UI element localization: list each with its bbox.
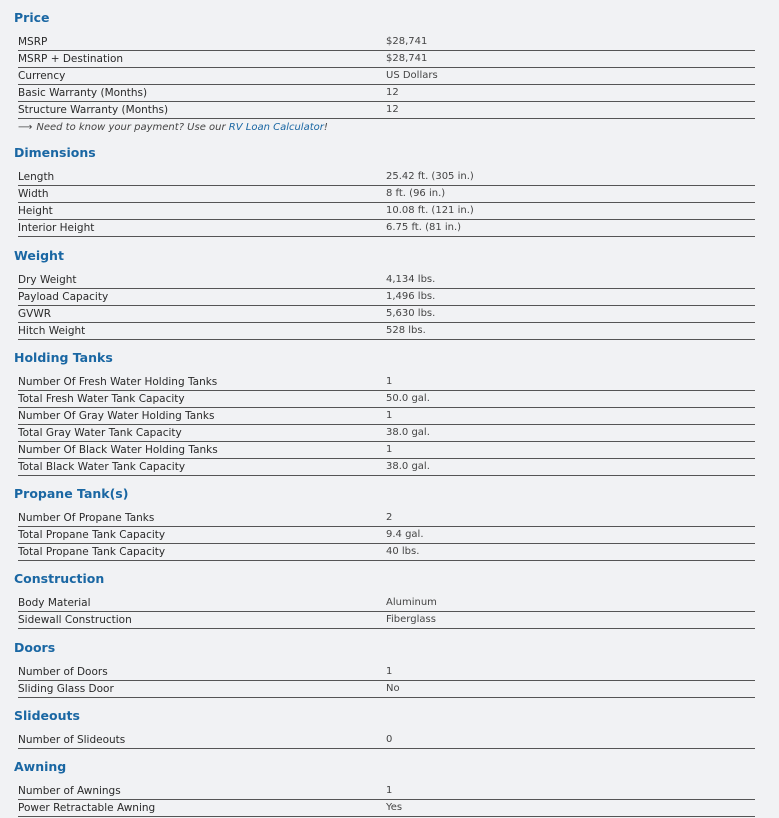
spec-value: 5,630 lbs. xyxy=(386,306,755,323)
spec-value: No xyxy=(386,681,755,698)
table-row xyxy=(18,527,755,544)
section-title: Slideouts xyxy=(14,708,80,723)
section-awning xyxy=(0,759,779,817)
section-title: Awning xyxy=(14,759,67,774)
spec-value: 8 ft. (96 in.) xyxy=(386,186,755,203)
spec-label: Hitch Weight xyxy=(18,323,386,340)
spec-value: US Dollars xyxy=(386,68,755,85)
spec-table xyxy=(18,272,755,340)
spec-table xyxy=(18,34,755,119)
section-title: Doors xyxy=(14,640,56,655)
spec-table xyxy=(18,595,755,629)
spec-label: Power Retractable Awning xyxy=(18,800,386,817)
spec-value: 1 xyxy=(386,374,755,391)
section-dimensions xyxy=(0,145,779,237)
spec-value: 4,134 lbs. xyxy=(386,272,755,289)
table-row xyxy=(18,800,755,817)
spec-value: 12 xyxy=(386,102,755,119)
section-title: Propane Tank(s) xyxy=(14,486,129,501)
spec-value: 1 xyxy=(386,783,755,800)
table-row xyxy=(18,34,755,51)
spec-value: 6.75 ft. (81 in.) xyxy=(386,220,755,237)
table-row xyxy=(18,169,755,186)
spec-label: Total Propane Tank Capacity xyxy=(18,527,386,544)
section-weight xyxy=(0,248,779,340)
spec-value: Aluminum xyxy=(386,595,755,612)
section-propane xyxy=(0,486,779,561)
table-row xyxy=(18,442,755,459)
section-title: Weight xyxy=(14,248,64,263)
table-row xyxy=(18,374,755,391)
table-row xyxy=(18,391,755,408)
spec-label: Structure Warranty (Months) xyxy=(18,102,386,119)
section-doors xyxy=(0,640,779,698)
note-end: ! xyxy=(323,122,328,133)
arrow-right-icon: ⟶ xyxy=(18,122,33,133)
spec-label: Interior Height xyxy=(18,220,386,237)
spec-value: $28,741 xyxy=(386,34,755,51)
spec-value: 10.08 ft. (121 in.) xyxy=(386,203,755,220)
table-row xyxy=(18,203,755,220)
loan-calculator-note xyxy=(0,121,779,135)
spec-table xyxy=(18,374,755,476)
section-price xyxy=(0,10,779,135)
table-row xyxy=(18,51,755,68)
section-construction xyxy=(0,571,779,629)
spec-value: 38.0 gal. xyxy=(386,425,755,442)
table-row xyxy=(18,612,755,629)
section-slideouts xyxy=(0,708,779,749)
spec-label: Sidewall Construction xyxy=(18,612,386,629)
spec-label: Sliding Glass Door xyxy=(18,681,386,698)
spec-table xyxy=(18,732,755,749)
spec-value: 1,496 lbs. xyxy=(386,289,755,306)
spec-value: 528 lbs. xyxy=(386,323,755,340)
table-row xyxy=(18,595,755,612)
table-row xyxy=(18,408,755,425)
table-row xyxy=(18,510,755,527)
spec-label: Number Of Black Water Holding Tanks xyxy=(18,442,386,459)
spec-value: 12 xyxy=(386,85,755,102)
spec-label: Currency xyxy=(18,68,386,85)
table-row xyxy=(18,68,755,85)
section-title: Holding Tanks xyxy=(14,350,113,365)
spec-label: Basic Warranty (Months) xyxy=(18,85,386,102)
spec-value: 1 xyxy=(386,442,755,459)
section-title: Construction xyxy=(14,571,105,586)
spec-label: Body Material xyxy=(18,595,386,612)
table-row xyxy=(18,544,755,561)
spec-value: $28,741 xyxy=(386,51,755,68)
spec-label: Length xyxy=(18,169,386,186)
spec-label: MSRP + Destination xyxy=(18,51,386,68)
table-row xyxy=(18,681,755,698)
table-row xyxy=(18,102,755,119)
spec-label: Width xyxy=(18,186,386,203)
rv-loan-calculator-link[interactable]: RV Loan Calculator xyxy=(228,122,324,133)
spec-table xyxy=(18,664,755,698)
spec-label: Number of Doors xyxy=(18,664,386,681)
table-row xyxy=(18,220,755,237)
spec-label: Total Gray Water Tank Capacity xyxy=(18,425,386,442)
spec-label: Total Black Water Tank Capacity xyxy=(18,459,386,476)
spec-label: MSRP xyxy=(18,34,386,51)
spec-value: 9.4 gal. xyxy=(386,527,755,544)
table-row xyxy=(18,186,755,203)
table-row xyxy=(18,732,755,749)
spec-value: 25.42 ft. (305 in.) xyxy=(386,169,755,186)
spec-label: Number of Slideouts xyxy=(18,732,386,749)
spec-value: 50.0 gal. xyxy=(386,391,755,408)
spec-label: Payload Capacity xyxy=(18,289,386,306)
spec-label: Height xyxy=(18,203,386,220)
spec-value: Fiberglass xyxy=(386,612,755,629)
table-row xyxy=(18,783,755,800)
spec-value: 1 xyxy=(386,408,755,425)
spec-label: Number Of Gray Water Holding Tanks xyxy=(18,408,386,425)
spec-label: GVWR xyxy=(18,306,386,323)
table-row xyxy=(18,459,755,476)
spec-label: Dry Weight xyxy=(18,272,386,289)
table-row xyxy=(18,289,755,306)
spec-label: Total Propane Tank Capacity xyxy=(18,544,386,561)
spec-value: 40 lbs. xyxy=(386,544,755,561)
section-title: Dimensions xyxy=(14,145,96,160)
spec-label: Number Of Fresh Water Holding Tanks xyxy=(18,374,386,391)
spec-value: 0 xyxy=(386,732,755,749)
table-row xyxy=(18,664,755,681)
spec-value: 2 xyxy=(386,510,755,527)
spec-label: Number of Awnings xyxy=(18,783,386,800)
section-holding xyxy=(0,350,779,476)
section-title: Price xyxy=(14,10,50,25)
spec-table xyxy=(18,783,755,817)
spec-label: Total Fresh Water Tank Capacity xyxy=(18,391,386,408)
spec-table xyxy=(18,510,755,561)
spec-value: Yes xyxy=(386,800,755,817)
spec-table xyxy=(18,169,755,237)
table-row xyxy=(18,306,755,323)
spec-label: Number Of Propane Tanks xyxy=(18,510,386,527)
table-row xyxy=(18,85,755,102)
table-row xyxy=(18,323,755,340)
note-text: Need to know your payment? Use our xyxy=(36,122,229,133)
table-row xyxy=(18,425,755,442)
spec-value: 38.0 gal. xyxy=(386,459,755,476)
spec-value: 1 xyxy=(386,664,755,681)
table-row xyxy=(18,272,755,289)
